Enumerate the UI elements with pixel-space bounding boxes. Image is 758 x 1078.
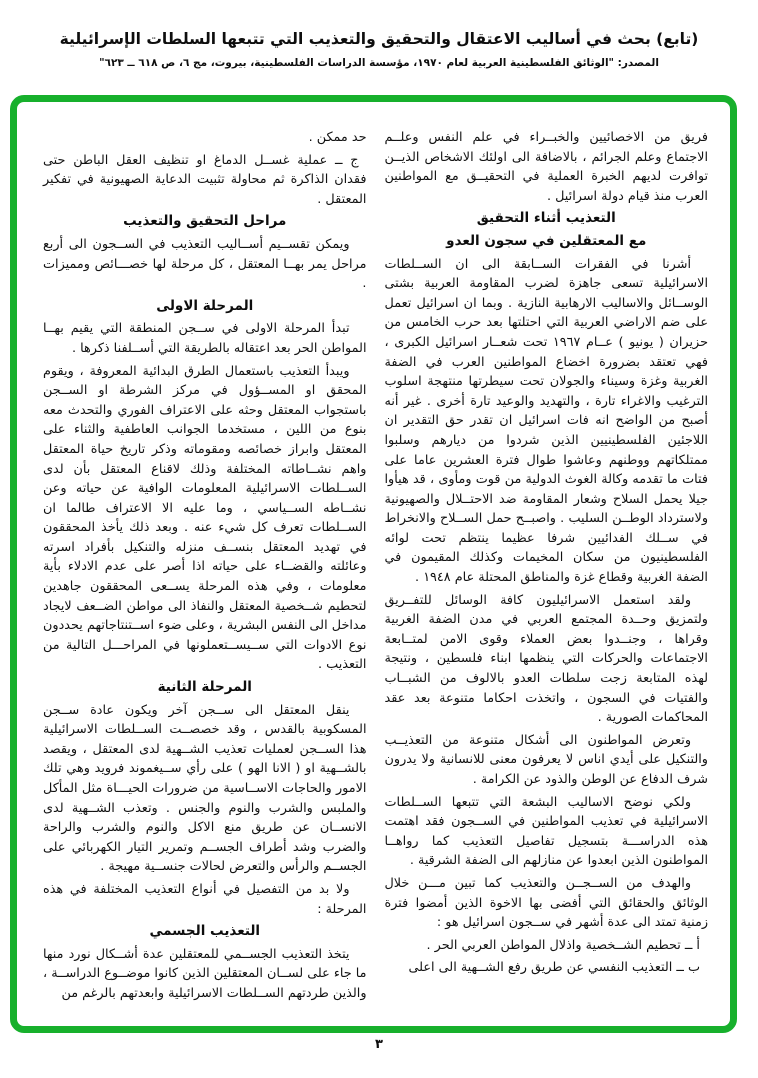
two-column-text (17, 102, 730, 1017)
section-heading: التعذيب الجسمي (149, 923, 261, 940)
right-column (385, 128, 709, 1007)
paragraph: أ ــ تحطيم الشــخصية واذلال المواطن العربي الحر . (426, 937, 700, 953)
paragraph: يتخذ التعذيب الجســمي للمعتقلين عدة أشــكال نورد منها ما جاء على لســان المعتقلين الذين كانوا موضــوع الدراســة ، والذين طردتهم الســلطات الاسرائيلية وابعدتهم بالرغم من (43, 946, 367, 1001)
document-title: (تابع) بحث في أساليب الاعتقال والتحقيق والتعذيب التي تتبعها السلطات الإسرائيلية (59, 30, 699, 48)
paragraph: ويبدأ التعذيب باستعمال الطرق البدائية المعروفة ، ويقوم المحقق او المســؤول في مركز الشرطة او الســجن باستجواب المعتقل وحثه على الاعتراف الفوري والتحدث معه بنوع من اللين ، مستخدما الجوانب العاطفية والثناء على المعتقل وابراز خصائصه ومقوماته وذكر تاريخ حياة المعتقل واهم نشــاطاته المختلفة وذلك لاقناع المعتقل بأن لدى الســلطات الاسرائيلية المعلومات الوافية عن حياته وعن نشــاطه الســياسي ، وما عليه الا الاعتراف طالما ان الســلطات تعرف كل شيء عنه . وبعد ذلك يأخذ المحققون في تهديد المعتقل بنســف منزله والتنكيل بأفراد اسرته وعائلته والقضــاء على حياته اذا أصر على عدم الادلاء بأية معلومات ، وفي هذه المرحلة يســعى المحققون جاهدين لتحطيم شــخصية المعتقل والنفاذ الى مواطن الضــعف لايجاد مداخل الى النفس البشرية ، وعلى ضوء اســتنتاجاتهم يحددون نوع الادوات التي ســيســتعملونها في المراحـــل التالية من التعذيب . (43, 363, 367, 673)
paragraph: ج ــ عملية غســل الدماغ او تنظيف العقل الباطن حتى فقدان الذاكرة ثم محاولة تثبيت الدعاية الصهيونية في تفكير المعتقل . (43, 152, 367, 207)
paragraph: وتعرض المواطنون الى أشكال متنوعة من التعذيــب والتنكيل على أيدي اناس لا يعرفون معنى للانسانية ولا يدرون شرف الدفاع عن الوطن والذود عن الكرامة . (384, 732, 708, 787)
content-border-box (10, 95, 737, 1033)
source-citation: المصدر: "الوثائق الفلسطينية العربية لعام ١٩٧٠، مؤسسة الدراسات الفلسطينية، بيروت، مج ٦، ص ٦١٨ ــ ٦٢٣" (99, 57, 659, 69)
left-column (43, 128, 367, 1007)
paragraph: ويمكن تقســيم أســاليب التعذيب في الســجون الى أربع مراحل يمر بهــا المعتقل ، كل مرحلة لها خصـــائص ومميزات . (43, 236, 367, 292)
paragraph: والهدف من الســجــن والتعذيب كما تبين مـــن خلال الوثائق والحقائق التي أفضى بها الاخوة الذين أمضوا فترة زمنية تمتد الى عدة أشهر في ســجون اسرائيل هو : (384, 875, 708, 931)
paragraph: تبدأ المرحلة الاولى في ســجن المنطقة التي يقيم بهــا المواطن الحر بعد اعتقاله بالطريقة التي أســلفنا ذكرها . (43, 321, 367, 356)
paragraph: ولا بد من التفصيل في أنواع التعذيب المختلفة في هذه المرحلة : (43, 881, 367, 917)
page-header (0, 0, 758, 69)
paragraph: حد ممكن . (308, 130, 367, 145)
paragraph: فريق من الاخصائيين والخبــراء في علم النفس وعلــم الاجتماع وعلم الجرائم ، بالاضافة الى اولئك الاشخاص الذيــن توافرت لديهم الخبرة العملية في التحقيــق مع المواطنين العرب منذ قيام دولة اسرائيل . (384, 130, 708, 204)
section-heading: مراحل التحقيق والتعذيب (123, 213, 287, 230)
paragraph: أشرنا في الفقرات الســابقة الى ان الســلطات الاسرائيلية تسعى جاهزة لضرب المقاومة العربية بشتى الوســائل والاساليب الارهابية النازية . وبما ان اسرائيل تعمل على ضم الاراضي العربية التي احتلتها بعد حرب الخامس من حزيران ( يونيو ) عــام ١٩٦٧ تحت شعــار اسرائيل الكبرى ، فهي تعتقد بضرورة اخضاع المواطنين العرب في الضفة الغربية وغزة وسيناء والجولان تحت سيطرتها منتهجة اسلوب الترغيب والاغراء تارة ، والتهديد والوعيد تارة أخرى . غير أنه أصبح من الواضح انه فات اسرائيل ان تقدر حق التقدير ان اللاجئين الفلسطينيين الذين شردوا من ديارهم وسلبوا ممتلكاتهم ووطنهم وعاشوا طوال فترة العشرين عاما على فتات ما تقدمه وكالة الغوث الدولية من قوت ومأوى ، قد هيأوا جيلا يحمل السلاح وشعار المقاومة ضد الاحتــلال والصهيونية ولاسترداد الوطــن السليب . واصبــح حمل الســلاح والانخراط في ســلك الفدائيين شرفا عظيما ينتظم تحت لوائه الفلسطينيون من سكان المخيمات وكذلك المقيمون في الضفة الغربية وقطاع غزة والمناطق المحتلة عام ١٩٤٨ . (384, 256, 708, 586)
paragraph: ولكي نوضح الاساليب البشعة التي تتبعها الســلطات الاسرائيلية في تعذيب المواطنين في الســجون فقد اهتمت هذه الدراســـة بتسجيل تفاصيل التعذيب كما رواهــا المواطنون الذين ابعدوا عن منازلهم الى الضفة الشرقية . (384, 794, 708, 869)
section-heading: التعذيب أثناء التحقيق (476, 210, 616, 227)
paragraph: ولقد استعمل الاسرائيليون كافة الوسائل للتفــريق ولتمزيق وحــدة المجتمع العربي في مدن الضفة الغربية وقراها ، وجنــدوا بعض العملاء وقوى الامن لمتــابعة الاجتماعات والحركات التي ينظمها ابناء فلسطين ، ونتيجة لهذه المتابعة زجت سلطات العدو بالالوف من الشبــاب والفتيات في السجون ، واتخذت احكاما متنوعة بعد عقد المحاكمات الصورية . (384, 592, 708, 726)
section-heading: مع المعتقلين في سجون العدو (446, 232, 647, 249)
paragraph: ب ــ التعذيب النفسي عن طريق رفع الشــهية الى اعلى (408, 960, 700, 976)
section-heading: المرحلة الثانية (157, 679, 252, 696)
paragraph: ينقل المعتقل الى ســجن آخر ويكون عادة ســجن المسكوبية بالقدس ، وقد خصصــت الســلطات الاسرائيلية هذا الســجن لعمليات تعذيب الشــهية لدى المعتقل ، ويقصد بالشــهية او ( الانا الهو ) على رأي ســيغموند فرويد وهي تلك الامور والحاجات الاســاسية من ضرورات الحيـــاة مثل المأكل والملبس والشرب والنوم والجنس . وتعذب الشــهية لدى الانســان عن طريق منع الاكل والنوم والشرب والراحة والضرب وشد أطراف الجســم وتمرير التيار الكهربائي على الجســم والرأس والتعرض لحالات جنســية مهيجة . (43, 702, 367, 875)
page-number: ٣ (375, 1037, 383, 1052)
section-heading: المرحلة الاولى (156, 297, 254, 314)
